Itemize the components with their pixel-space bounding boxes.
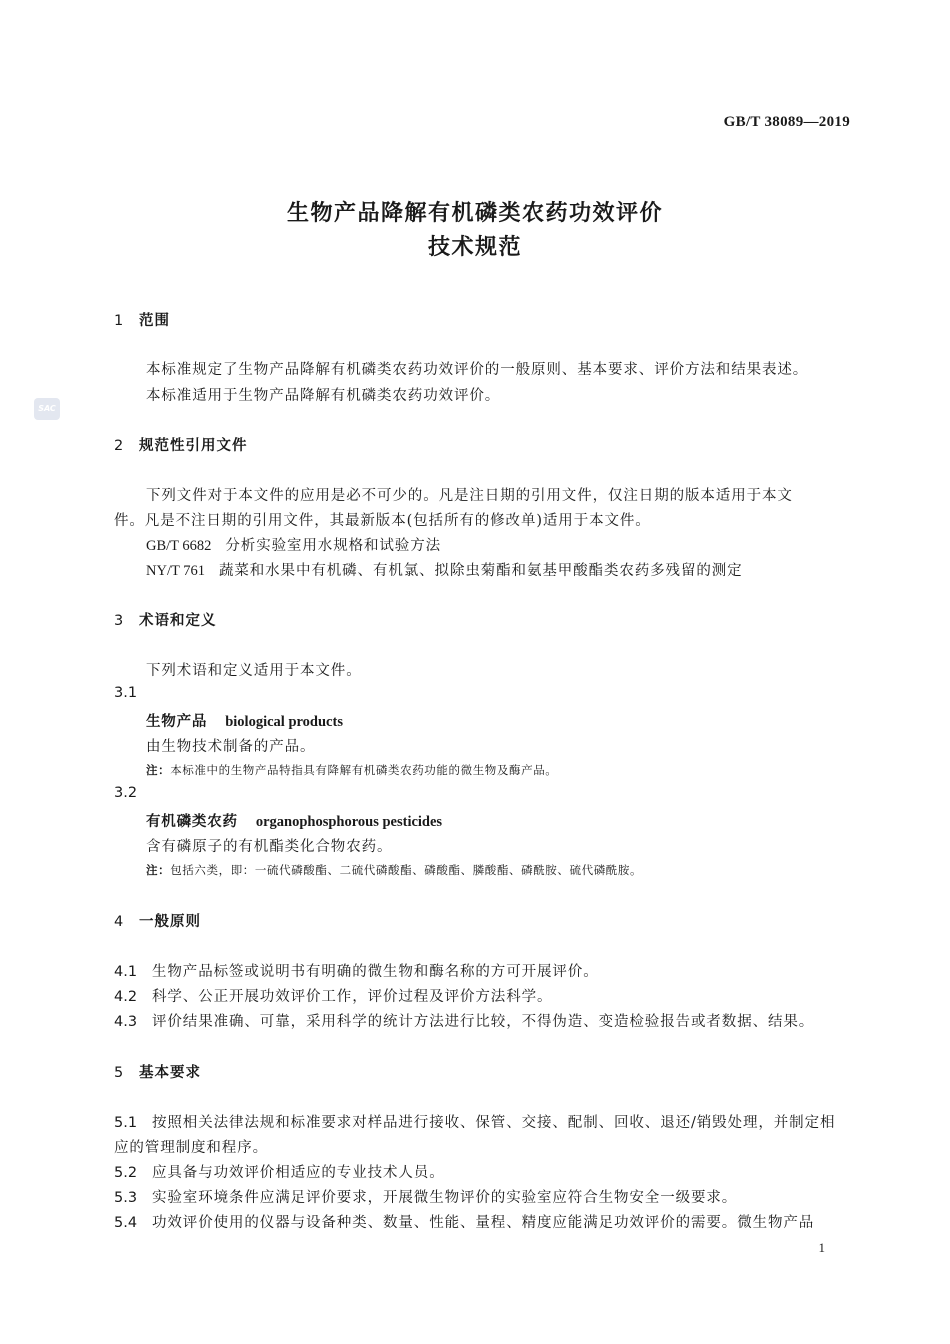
normative-reference — [146, 534, 441, 555]
section-number: 5 — [114, 1065, 125, 1081]
sac-watermark-logo: SAC — [34, 398, 60, 420]
clause-item — [114, 1111, 835, 1132]
reference-code: GB/T 6682 — [146, 538, 212, 554]
term-definition: 由生物技术制备的产品。 — [146, 739, 316, 755]
section-3-heading — [114, 609, 217, 630]
term-note — [146, 762, 557, 778]
document-title-line1: 生物产品降解有机磷类农药功效评价 — [286, 201, 663, 226]
clause-number: 4.1 — [114, 964, 138, 980]
term-heading — [146, 810, 442, 831]
section-title: 基本要求 — [139, 1065, 201, 1081]
clause-text: 科学、公正开展功效评价工作，评价过程及评价方法科学。 — [152, 989, 553, 1005]
term-heading — [146, 710, 343, 731]
clause-text: 实验室环境条件应满足评价要求，开展微生物评价的实验室应符合生物安全一级要求。 — [152, 1190, 738, 1206]
page-number: 1 — [818, 1240, 825, 1255]
section-number: 4 — [114, 914, 125, 930]
term-chinese: 生物产品 — [146, 713, 208, 730]
paragraph: 下列文件对于本文件的应用是必不可少的。凡是注日期的引用文件，仅注日期的版本适用于本文 — [146, 488, 793, 504]
clause-continuation: 应的管理制度和程序。 — [114, 1140, 268, 1156]
note-label: 注： — [146, 763, 171, 777]
clause-number: 4.3 — [114, 1014, 138, 1030]
term-number: 3.1 — [114, 685, 138, 701]
standard-number: GB/T 38089—2019 — [723, 114, 850, 130]
note-text: 包括六类，即：一硫代磷酸酯、二硫代磷酸酯、磷酸酯、膦酸酯、磷酰胺、硫代磷酰胺。 — [170, 863, 643, 877]
section-4-heading — [114, 910, 201, 931]
clause-text: 生物产品标签或说明书有明确的微生物和酶名称的方可开展评价。 — [152, 964, 599, 980]
clause-item — [114, 1211, 814, 1232]
note-text: 本标准中的生物产品特指具有降解有机磷类农药功能的微生物及酶产品。 — [170, 763, 558, 777]
term-chinese: 有机磷类农药 — [146, 813, 238, 830]
clause-item — [114, 960, 599, 981]
paragraph: 本标准适用于生物产品降解有机磷类农药功效评价。 — [146, 388, 501, 404]
reference-title: 蔬菜和水果中有机磷、有机氯、拟除虫菊酯和氨基甲酸酯类农药多残留的测定 — [218, 563, 743, 579]
term-number: 3.2 — [114, 785, 138, 801]
clause-item — [114, 985, 552, 1006]
section-5-heading — [114, 1061, 201, 1082]
section-2-heading — [114, 434, 248, 455]
clause-number: 4.2 — [114, 989, 138, 1005]
section-number: 2 — [114, 438, 125, 454]
clause-number: 5.3 — [114, 1190, 138, 1206]
section-title: 范围 — [139, 313, 170, 329]
reference-code: NY/T 761 — [146, 563, 205, 579]
section-1-heading — [114, 309, 170, 330]
clause-number: 5.1 — [114, 1115, 138, 1131]
note-label: 注： — [146, 863, 171, 877]
term-english: organophosphorous pesticides — [255, 814, 443, 830]
document-title-line2: 技术规范 — [427, 235, 522, 260]
paragraph-continuation: 件。凡是不注日期的引用文件，其最新版本(包括所有的修改单)适用于本文件。 — [114, 513, 651, 529]
clause-item — [114, 1010, 814, 1031]
reference-title: 分析实验室用水规格和试验方法 — [225, 538, 442, 554]
clause-text: 评价结果准确、可靠，采用科学的统计方法进行比较，不得伪造、变造检验报告或者数据、结果。 — [152, 1014, 815, 1030]
normative-reference — [146, 559, 743, 580]
clause-text: 按照相关法律法规和标准要求对样品进行接收、保管、交接、配制、回收、退还/销毁处理，并制定相 — [152, 1115, 836, 1131]
clause-item — [114, 1186, 737, 1207]
clause-number: 5.2 — [114, 1165, 138, 1181]
paragraph: 下列术语和定义适用于本文件。 — [146, 663, 362, 679]
term-definition: 含有磷原子的有机酯类化合物农药。 — [146, 839, 393, 855]
term-note — [146, 862, 642, 878]
section-number: 1 — [114, 313, 125, 329]
term-english: biological products — [225, 714, 343, 730]
clause-item — [114, 1161, 445, 1182]
section-title: 规范性引用文件 — [139, 438, 248, 454]
paragraph: 本标准规定了生物产品降解有机磷类农药功效评价的一般原则、基本要求、评价方法和结果表述。 — [146, 362, 809, 378]
clause-number: 5.4 — [114, 1215, 138, 1231]
clause-text: 功效评价使用的仪器与设备种类、数量、性能、量程、精度应能满足功效评价的需要。微生物产品 — [152, 1215, 815, 1231]
clause-text: 应具备与功效评价相适应的专业技术人员。 — [152, 1165, 445, 1181]
section-title: 一般原则 — [139, 914, 201, 930]
section-number: 3 — [114, 613, 125, 629]
section-title: 术语和定义 — [139, 613, 217, 629]
